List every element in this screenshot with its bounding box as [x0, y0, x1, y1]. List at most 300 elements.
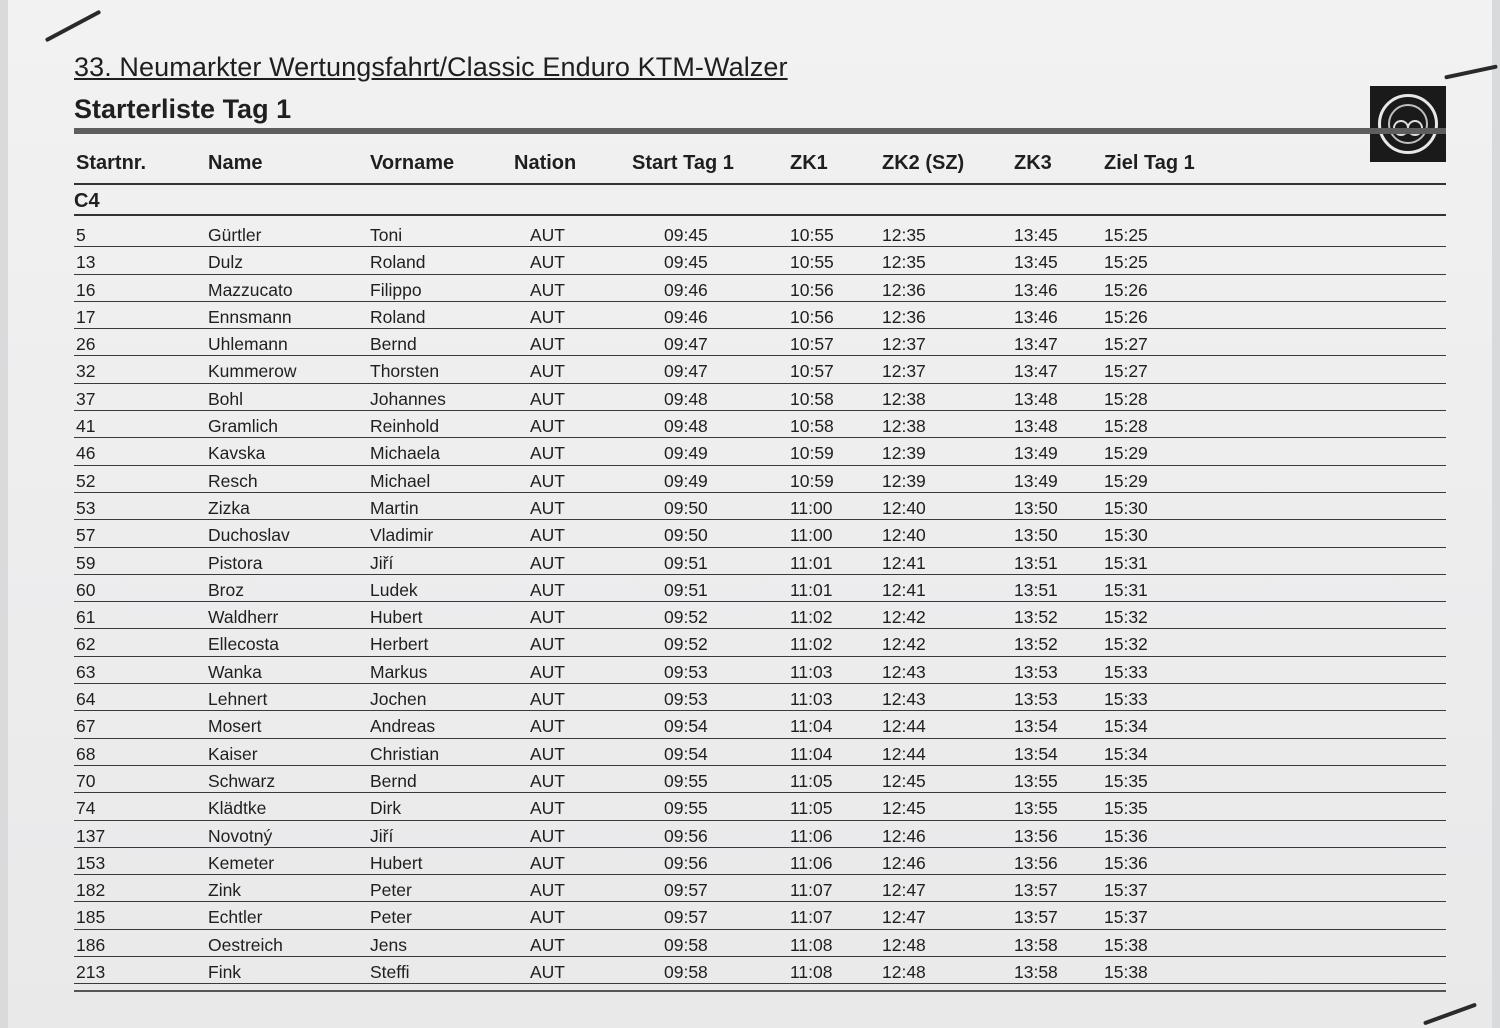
- cell-nation: AUT: [530, 525, 565, 546]
- table-row: [74, 275, 1446, 302]
- cell-name: Kaiser: [208, 743, 258, 764]
- table-row: [74, 329, 1446, 356]
- cell-ziel-tag-1: 15:31: [1104, 579, 1148, 600]
- cell-zk3: 13:58: [1014, 934, 1058, 955]
- cell-ziel-tag-1: 15:29: [1104, 470, 1148, 491]
- cell-zk2: 12:42: [882, 634, 926, 655]
- cell-vorname: Bernd: [370, 334, 417, 355]
- cell-name: Fink: [208, 962, 242, 983]
- cell-ziel-tag-1: 15:32: [1104, 607, 1148, 628]
- table-row: [74, 520, 1446, 547]
- cell-startnr: 67: [76, 716, 96, 737]
- cell-ziel-tag-1: 15:25: [1104, 225, 1148, 245]
- cell-vorname: Johannes: [370, 388, 446, 409]
- cell-nation: AUT: [530, 634, 565, 655]
- cell-startnr: 68: [76, 743, 96, 764]
- cell-zk2: 12:44: [882, 716, 926, 737]
- header-nation: Nation: [514, 152, 577, 174]
- cell-zk3: 13:50: [1014, 497, 1058, 518]
- cell-zk3: 13:56: [1014, 852, 1058, 873]
- header-zk2: ZK2 (SZ): [882, 152, 965, 174]
- cell-name: Ennsmann: [208, 306, 292, 327]
- cell-zk1: 11:07: [790, 907, 833, 928]
- table-row: [74, 384, 1446, 411]
- table-row: [74, 793, 1446, 820]
- table-row: [74, 739, 1446, 766]
- cell-zk3: 13:45: [1014, 225, 1058, 245]
- cell-name: Kummerow: [208, 361, 297, 382]
- document-subtitle: Starterliste Tag 1: [74, 94, 292, 124]
- cell-vorname: Bernd: [370, 770, 417, 791]
- cell-zk2: 12:35: [882, 225, 926, 245]
- table-row: [74, 302, 1446, 329]
- cell-zk3: 13:49: [1014, 470, 1058, 491]
- cell-start-tag-1: 09:53: [664, 689, 708, 710]
- cell-ziel-tag-1: 15:35: [1104, 770, 1148, 791]
- table-row: [74, 684, 1446, 711]
- cell-zk3: 13:46: [1014, 279, 1058, 300]
- cell-name: Uhlemann: [208, 334, 288, 355]
- cell-zk1: 11:01: [790, 579, 833, 600]
- cell-startnr: 74: [76, 798, 96, 819]
- cell-vorname: Markus: [370, 661, 428, 682]
- table-row: [74, 411, 1446, 438]
- cell-startnr: 37: [76, 388, 96, 409]
- cell-zk2: 12:47: [882, 880, 926, 901]
- cell-name: Klädtke: [208, 798, 267, 819]
- cell-zk1: 11:04: [790, 716, 833, 737]
- cell-startnr: 32: [76, 361, 96, 382]
- cell-nation: AUT: [530, 306, 565, 327]
- cell-start-tag-1: 09:49: [664, 470, 708, 491]
- header-vorname: Vorname: [370, 152, 455, 174]
- cell-name: Novotný: [208, 825, 273, 846]
- cell-ziel-tag-1: 15:37: [1104, 907, 1148, 928]
- cell-zk1: 10:58: [790, 416, 834, 437]
- cell-zk2: 12:45: [882, 770, 926, 791]
- cell-name: Wanka: [208, 661, 262, 682]
- cell-ziel-tag-1: 15:38: [1104, 962, 1148, 983]
- cell-ziel-tag-1: 15:30: [1104, 497, 1148, 518]
- cell-ziel-tag-1: 15:37: [1104, 880, 1148, 901]
- cell-start-tag-1: 09:50: [664, 497, 708, 518]
- cell-nation: AUT: [530, 689, 565, 710]
- cell-nation: AUT: [530, 934, 565, 955]
- cell-startnr: 17: [76, 306, 96, 327]
- table-row: [74, 875, 1446, 902]
- cell-name: Dulz: [208, 252, 244, 273]
- cell-nation: AUT: [530, 388, 565, 409]
- cell-ziel-tag-1: 15:30: [1104, 525, 1148, 546]
- cell-start-tag-1: 09:56: [664, 825, 708, 846]
- cell-zk2: 12:46: [882, 825, 926, 846]
- cell-start-tag-1: 09:54: [664, 716, 708, 737]
- cell-startnr: 13: [76, 252, 96, 273]
- cell-zk1: 10:56: [790, 306, 834, 327]
- cell-zk3: 13:48: [1014, 388, 1058, 409]
- cell-zk3: 13:50: [1014, 525, 1058, 546]
- cell-zk2: 12:41: [882, 552, 926, 573]
- cell-startnr: 63: [76, 661, 96, 682]
- header-name: Name: [208, 152, 263, 174]
- cell-zk3: 13:49: [1014, 443, 1058, 464]
- header-start-tag-1: Start Tag 1: [632, 152, 734, 174]
- cell-ziel-tag-1: 15:38: [1104, 934, 1148, 955]
- cell-zk3: 13:56: [1014, 825, 1058, 846]
- cell-startnr: 26: [76, 334, 96, 355]
- cell-zk3: 13:57: [1014, 880, 1058, 901]
- cell-zk1: 11:08: [790, 962, 833, 983]
- paper-sheet: [8, 0, 1492, 1028]
- cell-zk1: 11:08: [790, 934, 833, 955]
- cell-zk3: 13:52: [1014, 607, 1058, 628]
- cell-nation: AUT: [530, 470, 565, 491]
- table-header: [74, 142, 1446, 182]
- cell-name: Echtler: [208, 907, 263, 928]
- cell-name: Resch: [208, 470, 258, 491]
- cell-zk1: 10:55: [790, 225, 834, 245]
- table-row: [74, 957, 1446, 984]
- table-row: [74, 629, 1446, 656]
- cell-start-tag-1: 09:51: [664, 579, 708, 600]
- cell-startnr: 61: [76, 607, 96, 628]
- cell-startnr: 57: [76, 525, 96, 546]
- cell-startnr: 62: [76, 634, 96, 655]
- cell-name: Gürtler: [208, 225, 262, 245]
- cell-startnr: 59: [76, 552, 96, 573]
- cell-vorname: Dirk: [370, 798, 402, 819]
- cell-nation: AUT: [530, 497, 565, 518]
- cell-nation: AUT: [530, 334, 565, 355]
- table-row: [74, 356, 1446, 383]
- table-row: [74, 766, 1446, 793]
- table-row: [74, 466, 1446, 493]
- cell-startnr: 46: [76, 443, 96, 464]
- cell-start-tag-1: 09:52: [664, 607, 708, 628]
- cell-start-tag-1: 09:55: [664, 798, 708, 819]
- cell-ziel-tag-1: 15:34: [1104, 716, 1148, 737]
- cell-vorname: Ludek: [370, 579, 418, 600]
- cell-startnr: 186: [76, 934, 106, 955]
- cell-nation: AUT: [530, 852, 565, 873]
- table-row: [74, 902, 1446, 929]
- cell-zk2: 12:39: [882, 443, 926, 464]
- cell-startnr: 213: [76, 962, 106, 983]
- cell-zk1: 11:05: [790, 770, 833, 791]
- cell-vorname: Thorsten: [370, 361, 440, 382]
- header-ziel-tag-1: Ziel Tag 1: [1104, 152, 1195, 174]
- cell-zk3: 13:46: [1014, 306, 1058, 327]
- cell-ziel-tag-1: 15:26: [1104, 306, 1148, 327]
- cell-vorname: Jiří: [370, 825, 394, 846]
- cell-ziel-tag-1: 15:32: [1104, 634, 1148, 655]
- cell-ziel-tag-1: 15:33: [1104, 661, 1148, 682]
- cell-ziel-tag-1: 15:31: [1104, 552, 1148, 573]
- cell-zk1: 10:58: [790, 388, 834, 409]
- cell-nation: AUT: [530, 743, 565, 764]
- cell-start-tag-1: 09:56: [664, 852, 708, 873]
- cell-start-tag-1: 09:46: [664, 279, 708, 300]
- cell-start-tag-1: 09:57: [664, 880, 708, 901]
- cell-zk1: 10:57: [790, 361, 834, 382]
- cell-zk2: 12:41: [882, 579, 926, 600]
- cell-vorname: Steffi: [370, 962, 410, 983]
- cell-name: Pistora: [208, 552, 263, 573]
- cell-start-tag-1: 09:45: [664, 252, 708, 273]
- cell-zk1: 11:04: [790, 743, 833, 764]
- table-row: [74, 657, 1446, 684]
- cell-startnr: 185: [76, 907, 106, 928]
- cell-name: Bohl: [208, 388, 244, 409]
- cell-start-tag-1: 09:54: [664, 743, 708, 764]
- cell-zk1: 11:06: [790, 852, 833, 873]
- cell-nation: AUT: [530, 443, 565, 464]
- pin-top-right: [1444, 64, 1498, 79]
- table-row: [74, 493, 1446, 520]
- cell-startnr: 16: [76, 279, 96, 300]
- cell-start-tag-1: 09:47: [664, 361, 708, 382]
- cell-zk2: 12:47: [882, 907, 926, 928]
- header-zk3: ZK3: [1014, 152, 1052, 174]
- cell-ziel-tag-1: 15:35: [1104, 798, 1148, 819]
- cell-zk3: 13:55: [1014, 798, 1058, 819]
- document-title: 33. Neumarkter Wertungsfahrt/Classic Enduro KTM-Walzer: [74, 52, 788, 82]
- cell-zk3: 13:53: [1014, 689, 1058, 710]
- cell-zk2: 12:44: [882, 743, 926, 764]
- cell-vorname: Reinhold: [370, 416, 440, 437]
- table-bottom-rule: [74, 990, 1446, 992]
- cell-zk2: 12:37: [882, 361, 926, 382]
- cell-zk1: 11:05: [790, 798, 833, 819]
- cell-zk1: 11:06: [790, 825, 833, 846]
- cell-ziel-tag-1: 15:26: [1104, 279, 1148, 300]
- cell-ziel-tag-1: 15:27: [1104, 361, 1148, 382]
- cell-vorname: Martin: [370, 497, 419, 518]
- cell-zk1: 10:59: [790, 443, 834, 464]
- cell-zk1: 11:07: [790, 880, 833, 901]
- cell-vorname: Filippo: [370, 279, 422, 300]
- cell-name: Zink: [208, 880, 242, 901]
- cell-zk1: 11:03: [790, 661, 833, 682]
- cell-nation: AUT: [530, 361, 565, 382]
- cell-vorname: Peter: [370, 907, 412, 928]
- cell-start-tag-1: 09:47: [664, 334, 708, 355]
- cell-nation: AUT: [530, 962, 565, 983]
- cell-nation: AUT: [530, 579, 565, 600]
- cell-start-tag-1: 09:55: [664, 770, 708, 791]
- category-divider: [74, 214, 1446, 216]
- cell-zk1: 10:56: [790, 279, 834, 300]
- cell-zk1: 10:57: [790, 334, 834, 355]
- cell-zk3: 13:45: [1014, 252, 1058, 273]
- cell-zk1: 11:00: [790, 525, 833, 546]
- cell-vorname: Jens: [370, 934, 407, 955]
- cell-name: Zizka: [208, 497, 250, 518]
- cell-vorname: Hubert: [370, 852, 423, 873]
- cell-ziel-tag-1: 15:29: [1104, 443, 1148, 464]
- starter-table-body: [74, 220, 1446, 984]
- cell-zk2: 12:39: [882, 470, 926, 491]
- cell-nation: AUT: [530, 252, 565, 273]
- cell-nation: AUT: [530, 907, 565, 928]
- cell-vorname: Vladimir: [370, 525, 434, 546]
- cell-name: Oestreich: [208, 934, 283, 955]
- table-row: [74, 220, 1446, 247]
- category-label: C4: [74, 190, 100, 212]
- cell-start-tag-1: 09:58: [664, 962, 708, 983]
- cell-startnr: 153: [76, 852, 106, 873]
- table-row: [74, 848, 1446, 875]
- cell-nation: AUT: [530, 880, 565, 901]
- cell-start-tag-1: 09:46: [664, 306, 708, 327]
- table-row: [74, 930, 1446, 957]
- cell-start-tag-1: 09:53: [664, 661, 708, 682]
- cell-zk3: 13:54: [1014, 743, 1058, 764]
- cell-zk2: 12:43: [882, 661, 926, 682]
- cell-zk3: 13:48: [1014, 416, 1058, 437]
- cell-nation: AUT: [530, 416, 565, 437]
- cell-zk2: 12:40: [882, 525, 926, 546]
- cell-name: Waldherr: [208, 607, 279, 628]
- cell-zk2: 12:48: [882, 962, 926, 983]
- cell-zk2: 12:37: [882, 334, 926, 355]
- cell-vorname: Michaela: [370, 443, 441, 464]
- header-rule: [74, 128, 1446, 134]
- table-row: [74, 711, 1446, 738]
- header-zk1: ZK1: [790, 152, 828, 174]
- table-row: [74, 602, 1446, 629]
- cell-zk3: 13:47: [1014, 334, 1058, 355]
- cell-nation: AUT: [530, 798, 565, 819]
- cell-nation: AUT: [530, 607, 565, 628]
- cell-zk3: 13:57: [1014, 907, 1058, 928]
- header-startnr: Startnr.: [76, 152, 147, 174]
- cell-zk1: 11:02: [790, 607, 833, 628]
- cell-ziel-tag-1: 15:28: [1104, 416, 1148, 437]
- cell-name: Duchoslav: [208, 525, 290, 546]
- cell-ziel-tag-1: 15:34: [1104, 743, 1148, 764]
- cell-name: Kavska: [208, 443, 266, 464]
- cell-ziel-tag-1: 15:36: [1104, 852, 1148, 873]
- cell-zk3: 13:54: [1014, 716, 1058, 737]
- cell-zk3: 13:51: [1014, 552, 1058, 573]
- cell-nation: AUT: [530, 716, 565, 737]
- cell-startnr: 60: [76, 579, 96, 600]
- cell-name: Lehnert: [208, 689, 268, 710]
- cell-startnr: 53: [76, 497, 96, 518]
- table-row: [74, 821, 1446, 848]
- cell-ziel-tag-1: 15:25: [1104, 252, 1148, 273]
- cell-name: Mosert: [208, 716, 262, 737]
- cell-zk2: 12:45: [882, 798, 926, 819]
- cell-name: Gramlich: [208, 416, 279, 437]
- cell-startnr: 52: [76, 470, 96, 491]
- cell-ziel-tag-1: 15:36: [1104, 825, 1148, 846]
- table-row: [74, 548, 1446, 575]
- cell-start-tag-1: 09:50: [664, 525, 708, 546]
- cell-nation: AUT: [530, 552, 565, 573]
- cell-zk2: 12:35: [882, 252, 926, 273]
- cell-zk3: 13:47: [1014, 361, 1058, 382]
- cell-startnr: 41: [76, 416, 96, 437]
- cell-zk1: 11:02: [790, 634, 833, 655]
- cell-zk1: 11:00: [790, 497, 833, 518]
- cell-zk2: 12:36: [882, 279, 926, 300]
- cell-name: Ellecosta: [208, 634, 280, 655]
- cell-start-tag-1: 09:58: [664, 934, 708, 955]
- cell-nation: AUT: [530, 225, 565, 245]
- cell-vorname: Roland: [370, 252, 426, 273]
- cell-zk1: 10:59: [790, 470, 834, 491]
- cell-zk2: 12:38: [882, 388, 926, 409]
- cell-nation: AUT: [530, 279, 565, 300]
- cell-startnr: 70: [76, 770, 96, 791]
- table-row: [74, 575, 1446, 602]
- table-row: [74, 438, 1446, 465]
- cell-vorname: Herbert: [370, 634, 429, 655]
- cell-ziel-tag-1: 15:27: [1104, 334, 1148, 355]
- cell-nation: AUT: [530, 661, 565, 682]
- cell-zk3: 13:53: [1014, 661, 1058, 682]
- cell-vorname: Jochen: [370, 689, 427, 710]
- cell-zk2: 12:46: [882, 852, 926, 873]
- cell-vorname: Jiří: [370, 552, 394, 573]
- cell-vorname: Hubert: [370, 607, 423, 628]
- cell-ziel-tag-1: 15:33: [1104, 689, 1148, 710]
- cell-vorname: Andreas: [370, 716, 436, 737]
- cell-start-tag-1: 09:52: [664, 634, 708, 655]
- cell-zk2: 12:43: [882, 689, 926, 710]
- cell-zk3: 13:52: [1014, 634, 1058, 655]
- cell-start-tag-1: 09:49: [664, 443, 708, 464]
- cell-ziel-tag-1: 15:28: [1104, 388, 1148, 409]
- cell-name: Kemeter: [208, 852, 275, 873]
- cell-start-tag-1: 09:48: [664, 388, 708, 409]
- cell-start-tag-1: 09:45: [664, 225, 708, 245]
- table-row: [74, 247, 1446, 274]
- cell-name: Schwarz: [208, 770, 276, 791]
- cell-nation: AUT: [530, 770, 565, 791]
- cell-startnr: 182: [76, 880, 106, 901]
- cell-vorname: Christian: [370, 743, 440, 764]
- cell-nation: AUT: [530, 825, 565, 846]
- cell-name: Mazzucato: [208, 279, 293, 300]
- cell-vorname: Peter: [370, 880, 412, 901]
- cell-zk3: 13:58: [1014, 962, 1058, 983]
- cell-zk1: 10:55: [790, 252, 834, 273]
- pin-bottom-right: [1423, 1003, 1477, 1026]
- cell-startnr: 5: [76, 225, 86, 245]
- pin-top-left: [45, 10, 102, 43]
- cell-name: Broz: [208, 579, 244, 600]
- cell-zk1: 11:03: [790, 689, 833, 710]
- cell-startnr: 64: [76, 689, 96, 710]
- cell-vorname: Toni: [370, 225, 403, 245]
- cell-zk2: 12:38: [882, 416, 926, 437]
- cell-vorname: Roland: [370, 306, 426, 327]
- cell-start-tag-1: 09:57: [664, 907, 708, 928]
- cell-zk1: 11:01: [790, 552, 833, 573]
- cell-zk2: 12:40: [882, 497, 926, 518]
- cell-start-tag-1: 09:48: [664, 416, 708, 437]
- header-divider: [74, 183, 1446, 185]
- cell-zk2: 12:48: [882, 934, 926, 955]
- cell-zk3: 13:55: [1014, 770, 1058, 791]
- cell-zk2: 12:36: [882, 306, 926, 327]
- cell-vorname: Michael: [370, 470, 431, 491]
- cell-zk3: 13:51: [1014, 579, 1058, 600]
- cell-startnr: 137: [76, 825, 106, 846]
